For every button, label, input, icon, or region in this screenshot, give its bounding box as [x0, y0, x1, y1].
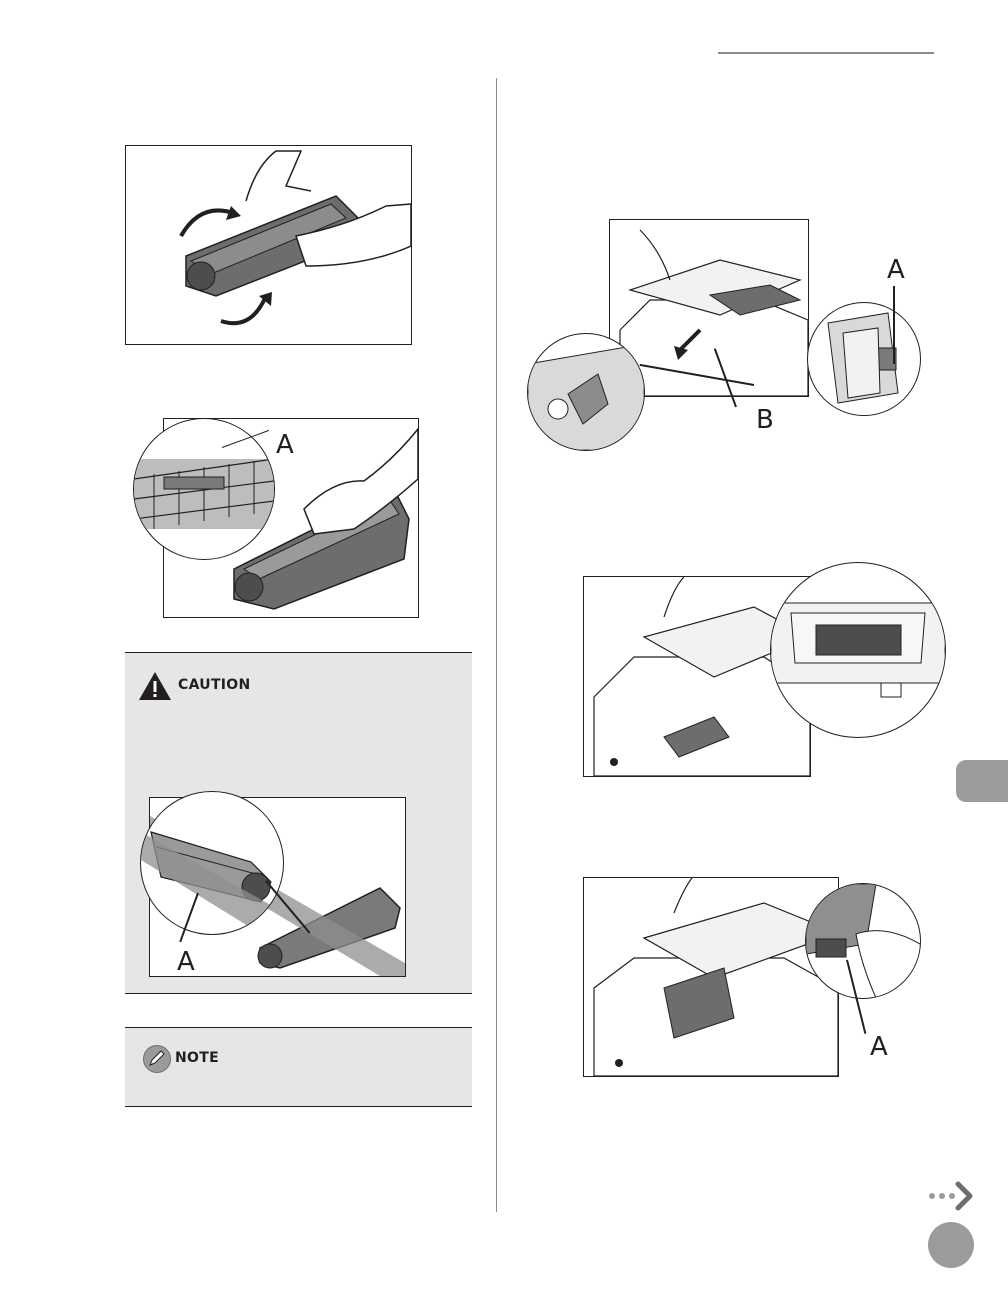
figure-rock-cartridge — [125, 145, 412, 345]
column-divider — [496, 78, 497, 1212]
figure-close-unit — [583, 877, 839, 1077]
seal-zoom-circle — [133, 418, 275, 560]
rock-cartridge-illustration — [126, 146, 411, 344]
note-title: NOTE — [175, 1050, 219, 1066]
drum-zoom-circle — [140, 791, 284, 935]
note-box — [125, 1027, 472, 1107]
pencil-icon — [143, 1045, 171, 1073]
caution-box — [125, 652, 472, 994]
close-unit-illustration — [584, 878, 838, 1076]
right-zoom-circle — [807, 302, 921, 416]
cartridge-zoom-circle — [770, 562, 946, 738]
label-a-leader-right — [893, 286, 895, 364]
caution-title: CAUTION — [178, 677, 251, 693]
warning-triangle-icon — [138, 671, 172, 706]
lever-zoom-circle — [805, 883, 921, 999]
header-rule — [718, 52, 934, 54]
label-b-unit: B — [756, 405, 774, 435]
label-a-seal: A — [276, 430, 294, 460]
arrow-right-icon[interactable] — [928, 1180, 976, 1217]
chapter-tab — [956, 760, 1008, 802]
page-number-badge — [928, 1222, 974, 1268]
label-a-unit: A — [887, 255, 905, 285]
label-a-lever: A — [870, 1032, 888, 1062]
label-a-drum: A — [177, 947, 195, 977]
left-zoom-circle — [527, 333, 645, 451]
